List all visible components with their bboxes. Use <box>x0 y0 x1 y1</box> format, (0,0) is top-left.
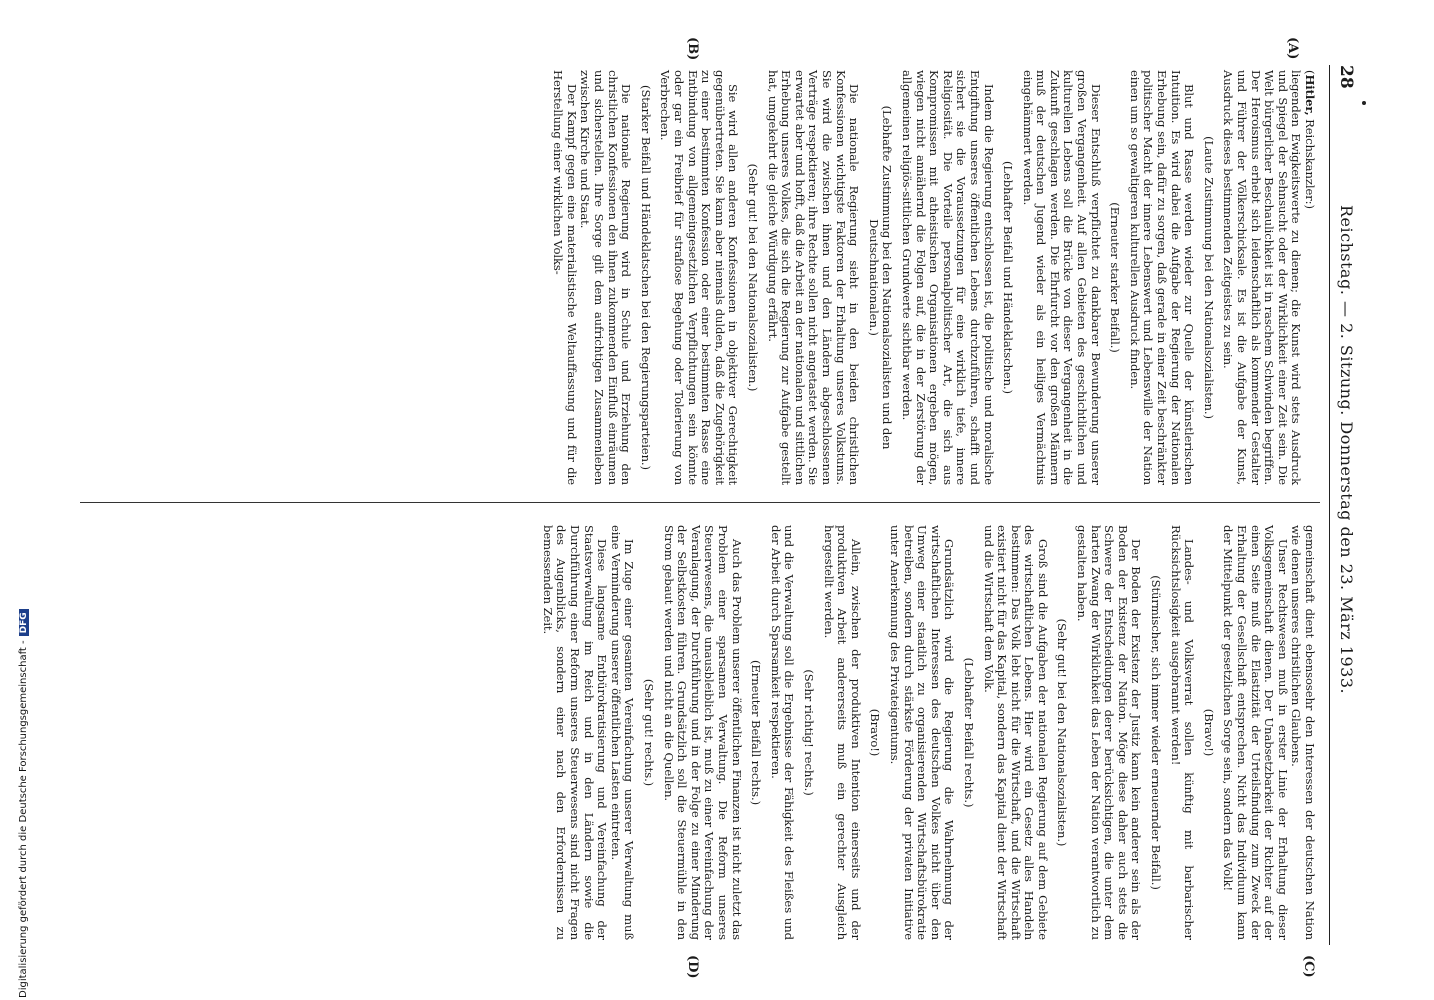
reaction: (Erneuter starker Beifall.) <box>1108 202 1123 353</box>
reaction: (Starker Beifall und Händeklatschen bei den Regierungsparteien.) <box>638 85 653 470</box>
paragraph: Allein, zwischen der produktiven Intention einerseits und der produktiven Arbeit andererseits muß ein gerechter Ausgleich hergestellt werden. <box>821 525 863 940</box>
paragraph: liegenden Ewigkeitswerte zu dienen; die Kunst wird stets Ausdruck und Spiegel der Sehnsucht oder der Wirklichkeit einer Zeit sein. Die Welt bürgerlicher Beschaulichkeit ist in raschem Schwinden begriffen. Der Heroismus erhebt sich leidenschaftlich als kommender Gestalter und Führer der Völkerschicksale. Es ist die Aufgabe der Kunst, Ausdruck dieses bestimmenden Zeitgeistes zu sein. <box>1221 70 1304 485</box>
reaction: (Sehr gut! bei den Nationalsozialisten.) <box>1055 618 1070 847</box>
paragraph: Der Kampf gegen eine materialistische Weltauffassung und für die Herstellung einer wirklichen Volks- <box>551 70 579 485</box>
reaction: (Erneuter Beifall rechts.) <box>749 659 764 806</box>
reaction: (Laute Zustimmung bei den Nationalsozialisten.) <box>1201 136 1216 419</box>
paragraph: Indem die Regierung entschlossen ist, die politische und moralische Entgiftung unseres öffentlichen Lebens durchzuführen, schafft und sichert sie die Voraussetzungen für eine wirklich tiefe, innere Religiosität. Die Vorteile personalpolitischer Art, die sich aus Kompromissen mit atheistischen Organisationen ergeben mögen, wiegen nicht annähernd die Folgen auf, die in der Zerstörung der allgemeinen religiös-sittlichen Grundwerte sichtbar werden. <box>899 70 996 485</box>
reaction: (Bravo!) <box>1201 708 1216 757</box>
margin-mark-c: (C) <box>1301 955 1316 978</box>
right-column <box>86 525 1316 940</box>
margin-mark-a: (A) <box>1285 37 1300 60</box>
paragraph: Dieser Entschluß verpflichtet zu dankbarer Bewunderung unserer großen Vergangenheit. Auf allen Gebieten des geschichtlichen und kulturellen Lebens soll die Brücke von dieser Vergangenheit in die Zukunft geschlagen werden. Die Ehrfurcht vor den großen Männern muß der deutschen Jugend wieder als ein heiliges Vermächtnis eingehämmert werden. <box>1020 70 1103 485</box>
paragraph: Auch das Problem unserer öffentlichen Finanzen ist nicht zuletzt das Problem einer sparsamen Verwaltung. Die Reform unseres Steuerwesens, die unausbleiblich ist, muß zu einer Vereinfachung der Veranlagung, der Durchführung und in der Folge zu einer Minderung der Selbstkosten führen. Grundsätzlich soll die Steuermühle in den Strom gebaut werden und nicht an die Quellen. <box>661 525 744 940</box>
paragraph: Im Zuge einer gesamten Vereinfachung unserer Verwaltung muß eine Verminderung unserer öffentlichen Lasten eintreten. <box>608 525 637 940</box>
reaction: (Sehr gut! rechts.) <box>642 678 657 787</box>
margin-mark-b: (B) <box>685 37 700 61</box>
reaction: (Sehr gut! bei den Nationalsozialisten.) <box>746 163 761 392</box>
digitization-text: Digitalisierung gefördert durch die Deutsche Forschungsgemeinschaft - <box>18 640 29 998</box>
paragraph: Diese langsame Entbürokratisierung und Vereinfachung der Staatsverwaltung im Reich und in den Ländern sowie die Durchführung einer Reform unseres Steuerwesens sind nicht Fragen des Augenblicks, sondern einer nach den Erfordernissen zu bemessenden Zeit. <box>540 525 610 940</box>
running-head: Reichstag. — 2. Sitzung. Donnerstag den 23. März 1933. <box>1337 205 1356 695</box>
reaction: (Lebhafte Zustimmung bei den Nationalsozialisten und den Deutschnationalen.) <box>866 105 895 450</box>
paragraph: Unser Rechtswesen muß in erster Linie der Erhaltung dieser Volksgemeinschaft dienen. Der Unabsetzbarkeit der Richter auf der einen Seite muß die Elastizität der Urteilsfindung zum Zweck der Erhaltung der Gesellschaft entsprechen. Nicht das Individuum kann der Mittelpunkt der gesetzlichen Sorge sein, sondern das Volk! <box>1221 525 1290 940</box>
scan-speck <box>1362 101 1366 105</box>
reaction: (Bravo!) <box>868 708 883 757</box>
dfg-logo: DFG <box>19 609 29 636</box>
page-header <box>1330 65 1360 945</box>
paragraph: Sie wird allen anderen Konfessionen in objektiver Gerechtigkeit gegenübertreten. Sie kann aber niemals dulden, daß die Zugehörigkeit zu einer bestimmten Konfession oder einer bestimmten Rasse eine Entbindung von allgemeingesetzlichen Verpflichtungen sein könnte oder gar ein Freibrief für straflose Begehung oder Tolerierung von Verbrechen. <box>658 70 741 485</box>
rotated-page <box>50 37 1360 979</box>
digitization-credit <box>18 609 29 998</box>
paragraph: Landes- und Volksverrat sollen künftig mit barbarischer Rücksichtslosigkeit ausgebrannt werden! <box>1168 525 1197 940</box>
paragraph: Die nationale Regierung wird in Schule und Erziehung den christlichen Konfessionen den ihnen zukommenden Einfluß einräumen und sicherstellen. Ihre Sorge gilt dem aufrichtigen Zusammenleben zwischen Kirche und Staat. <box>578 70 634 485</box>
paragraph: Grundsätzlich wird die Regierung die Wahrnehmung der wirtschaftlichen Interessen des deutschen Volkes nicht über den Umweg einer staatlich zu organisierenden Wirtschaftsbürokratie betreiben, sondern durch stärkste Förderung der privaten Initiative unter Anerkennung des Privateigentums. <box>887 525 957 940</box>
paragraph: gemeinschaft dient ebensosehr den Interessen der deutschen Nation wie denen unseres christlichen Glaubens. <box>1289 525 1317 940</box>
paragraph: Die nationale Regierung sieht in den beiden christlichen Konfessionen wichtigste Faktoren der Erhaltung unseres Volkstums. Sie wird die zwischen ihnen und den Ländern abgeschlossenen Verträge respektieren; ihre Rechte sollen nicht angetastet werden. Sie erwartet aber und hofft, daß die Arbeit an der nationalen und sittlichen Erhebung unseres Volkes, die sich die Regierung zur Aufgabe gestellt hat, umgekehrt die gleiche Würdigung erfährt. <box>765 70 862 485</box>
reaction: (Lebhafter Beifall rechts.) <box>961 657 976 808</box>
column-divider <box>80 502 1320 503</box>
left-column <box>86 70 1316 485</box>
paragraph: Groß sind die Aufgaben der nationalen Regierung auf dem Gebiete des wirtschaftlichen Lebens. Hier wird ein Gesetz alles Handeln bestimmen: Das Volk lebt nicht für die Wirtschaft, und die Wirtschaft existiert nicht für das Kapital, sondern das Kapital dient der Wirtschaft und die Wirtschaft dem Volk. <box>981 525 1050 940</box>
page-number: 28 <box>1336 65 1356 89</box>
reaction: (Stürmischer, sich immer wieder erneuernder Beifall.) <box>1149 575 1164 890</box>
margin-mark-d: (D) <box>685 955 700 979</box>
speaker-name: Hitler, <box>1303 74 1317 116</box>
speaker-role: Reichskanzler: <box>1303 119 1317 205</box>
paragraph: Blut und Rasse werden wieder zur Quelle der künstlerischen Intuition. Es wird dabei die Aufgabe der Regierung der Nationalen Erhebung sein, dafür zu sorgen, daß gerade in einer Zeit beschränkter politischer Macht der innere Lebenswert und Lebenswille der Nation einen um so gewaltigeren kulturellen Ausdruck finden. <box>1127 70 1197 485</box>
reaction: (Sehr richtig! rechts.) <box>802 669 816 796</box>
paragraph: und die Verwaltung soll die Ergebnisse der Fähigkeit des Fleißes und der Arbeit durch Sparsamkeit respektieren. <box>768 525 797 940</box>
speaker-paragraph: (Hitler, Reichskanzler:) <box>1303 70 1317 209</box>
header-rule <box>1329 65 1330 945</box>
reaction: (Lebhafter Beifall und Händeklatschen.) <box>1001 161 1016 394</box>
paragraph: Der Boden der Existenz der Justiz kann kein anderer sein als der Boden der Existenz der Nation. Möge diese daher auch stets die Schwere der Entscheidungen derer berücksichtigen, die unter dem harten Zwang der Wirklichkeit das Leben der Nation verantwortlich zu gestalten haben. <box>1075 525 1144 940</box>
